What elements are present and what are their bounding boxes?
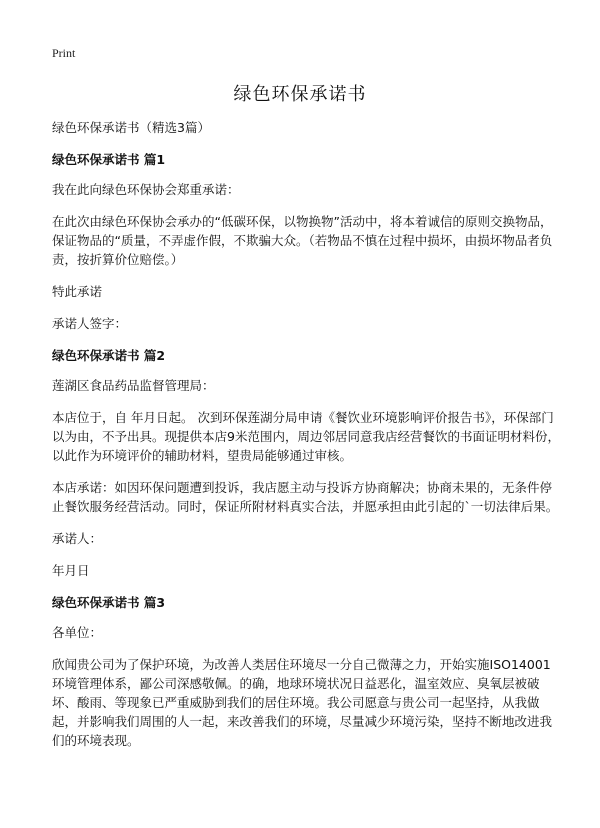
section-2-date-line: 年月日 [52,563,90,578]
section-2-heading: 绿色环保承诺书 篇2 [52,348,166,363]
document-title: 绿色环保承诺书 [233,84,367,105]
section-3-heading: 绿色环保承诺书 篇3 [52,595,166,610]
section-2-paragraph: 本店承诺：如因环保问题遭到投诉，我店愿主动与投诉方协商解决；协商未果的，无条件停止餐饮服务经营活动。同时，保证所附材料真实合法，并愿承担由此引起的`一切法律后果。 [52,480,559,514]
section-3-paragraph: 欣闻贵公司为了保护环境，为改善人类居住环境尽一分自己微薄之力，开始实施ISO14001环境管理体系，鄙公司深感敬佩。的确，地球环境状况日益恶化，温室效应、臭氧层被破坏、酸雨、等现象已严重威胁到我们的居住环境。我公司愿意与贵公司一起坚持，从我做起，并影响我们周围的人一起，来改善我们的环境，尽量减少环境污染，坚持不断地改进我们的环境表现。 [52,657,553,748]
section-1-paragraph: 在此次由绿色环保协会承办的“低碳环保，以物换物”活动中，将本着诚信的原则交换物品，保证物品的“质量，不弄虚作假，不欺骗大众。（若物品不慎在过程中损坏，由损坏物品者负责，按折算价位赔偿。） [52,214,553,267]
document-subtitle: 绿色环保承诺书（精选3篇） [52,120,210,135]
section-1-paragraph: 特此承诺 [52,284,103,299]
document-body [52,118,562,763]
print-label: Print [52,46,76,60]
section-1-paragraph: 我在此向绿色环保协会郑重承诺： [52,182,240,197]
section-3-paragraph: 各单位： [52,625,103,640]
section-1-signature-line: 承诺人签字： [52,316,128,331]
section-2-paragraph: 莲湖区食品药品监督管理局： [52,378,215,393]
section-1-heading: 绿色环保承诺书 篇1 [52,152,166,167]
section-2-paragraph: 本店位于，自 年月日起。 次到环保莲湖分局申请《餐饮业环境影响评价报告书》，环保部门以为由，不予出具。现提供本店9米范围内，周边邻居同意我店经营餐饮的书面证明材料份，以此作为环境评价的辅助材料，望贵局能够通过审核。 [52,410,560,463]
section-2-signature-line: 承诺人： [52,531,103,546]
